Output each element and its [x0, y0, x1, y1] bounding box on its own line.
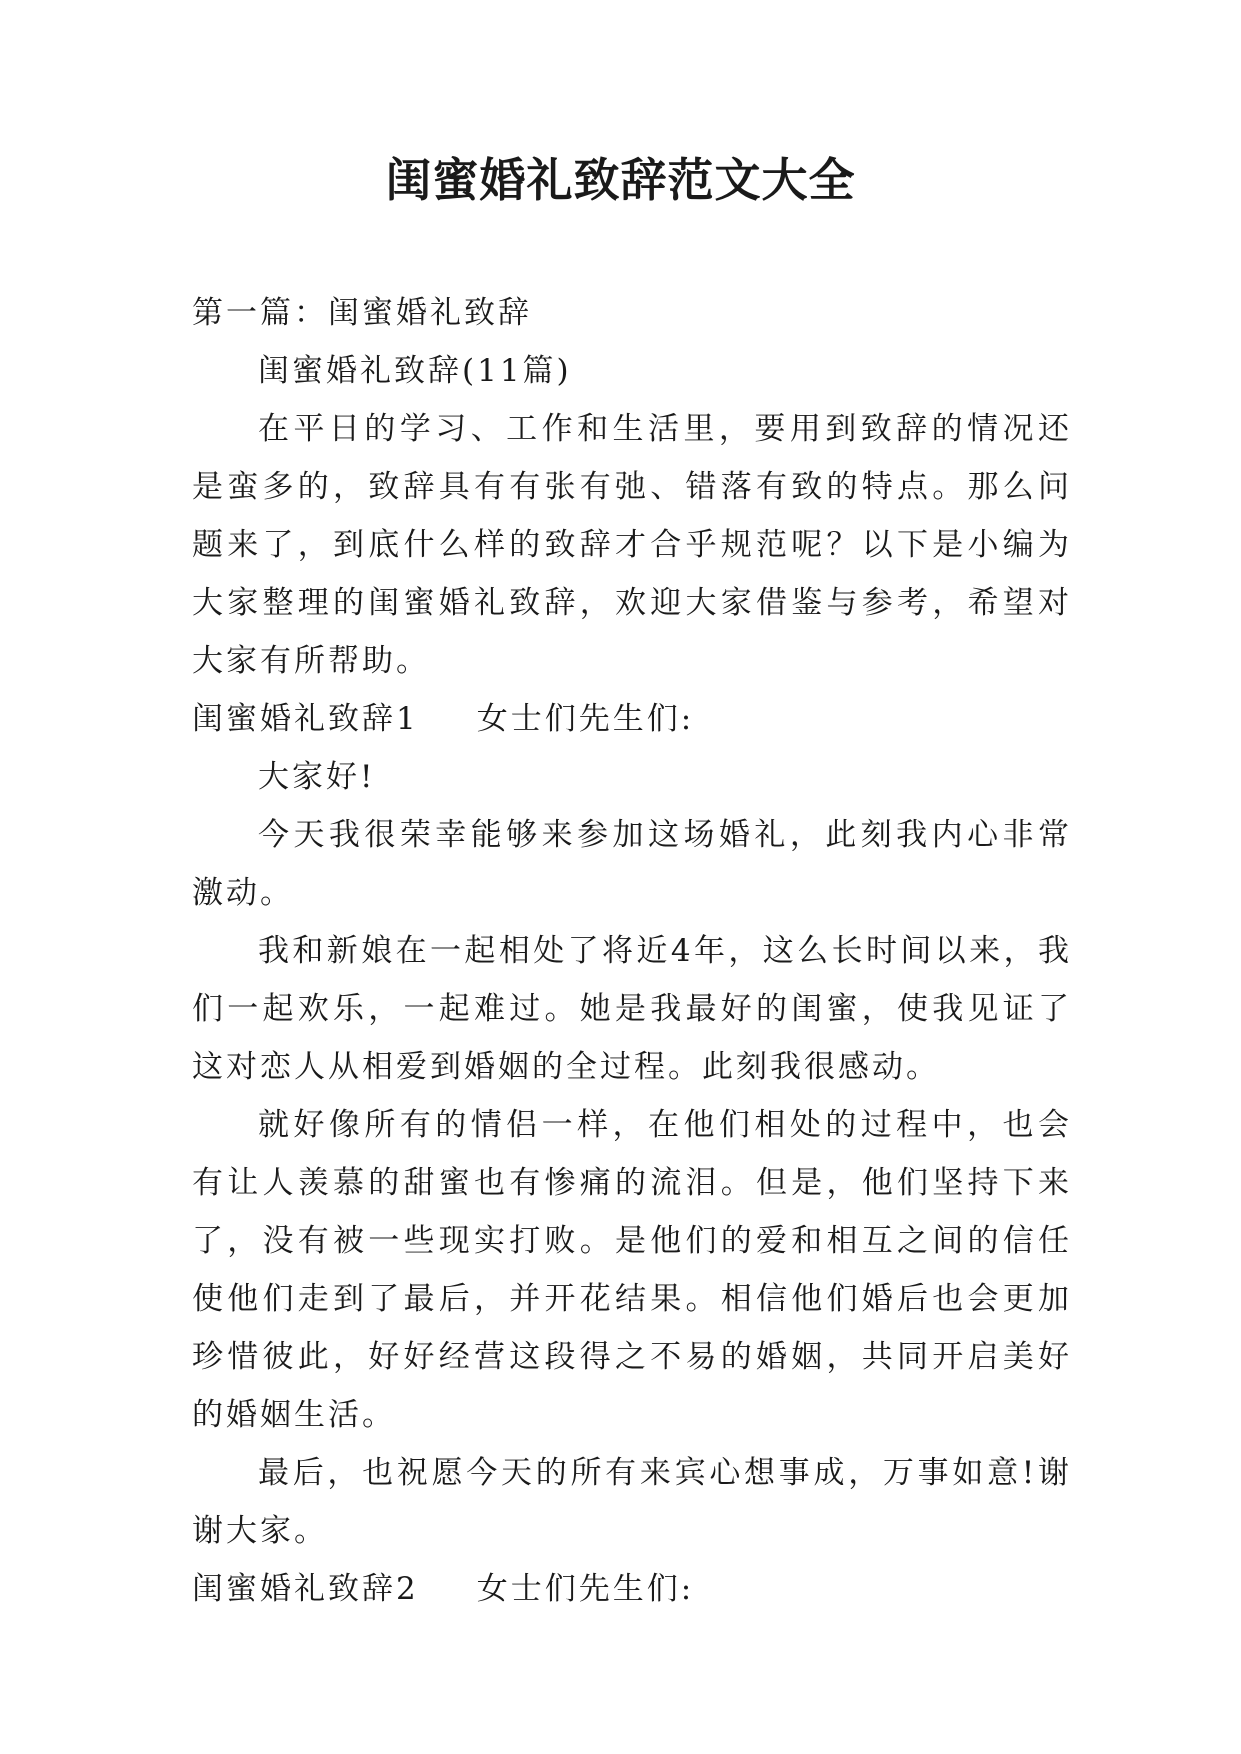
- document-title: 闺蜜婚礼致辞范文大全: [385, 153, 856, 207]
- speech-title-2: 闺蜜婚礼致辞2: [192, 1571, 419, 1607]
- speech-heading-2: [192, 1560, 1072, 1618]
- body-paragraph: 就好像所有的情侣一样，在他们相处的过程中，也会有让人羡慕的甜蜜也有惨痛的流泪。但是，他们坚持下来了，没有被一些现实打败。是他们的爱和相互之间的信任使他们走到了最后，并开花结果。相信他们婚后也会更加珍惜彼此，好好经营这段得之不易的婚姻，共同开启美好的婚姻生活。: [192, 1107, 1072, 1433]
- subtitle-paragraph: 闺蜜婚礼致辞(11篇): [258, 353, 572, 389]
- greeting-paragraph: 大家好!: [258, 759, 376, 795]
- speech-heading-1: [192, 690, 1072, 748]
- intro-paragraph: 在平日的学习、工作和生活里，要用到致辞的情况还是蛮多的，致辞具有有张有弛、错落有致的特点。那么问题来了，到底什么样的致辞才合乎规范呢？以下是小编为大家整理的闺蜜婚礼致辞，欢迎大家借鉴与参考，希望对大家有所帮助。: [192, 411, 1072, 679]
- section-heading: 第一篇：闺蜜婚礼致辞: [192, 295, 532, 331]
- body-paragraph: 我和新娘在一起相处了将近4年，这么长时间以来，我们一起欢乐，一起难过。她是我最好的闺蜜，使我见证了这对恋人从相爱到婚姻的全过程。此刻我很感动。: [192, 933, 1072, 1085]
- document-body: [192, 284, 1072, 1618]
- speech-title-1: 闺蜜婚礼致辞1: [192, 701, 419, 737]
- body-paragraph: 今天我很荣幸能够来参加这场婚礼，此刻我内心非常激动。: [192, 817, 1072, 911]
- salutation-1: 女士们先生们:: [476, 701, 695, 737]
- salutation-2: 女士们先生们:: [476, 1571, 695, 1607]
- closing-paragraph: 最后，也祝愿今天的所有来宾心想事成，万事如意!谢谢大家。: [192, 1455, 1072, 1549]
